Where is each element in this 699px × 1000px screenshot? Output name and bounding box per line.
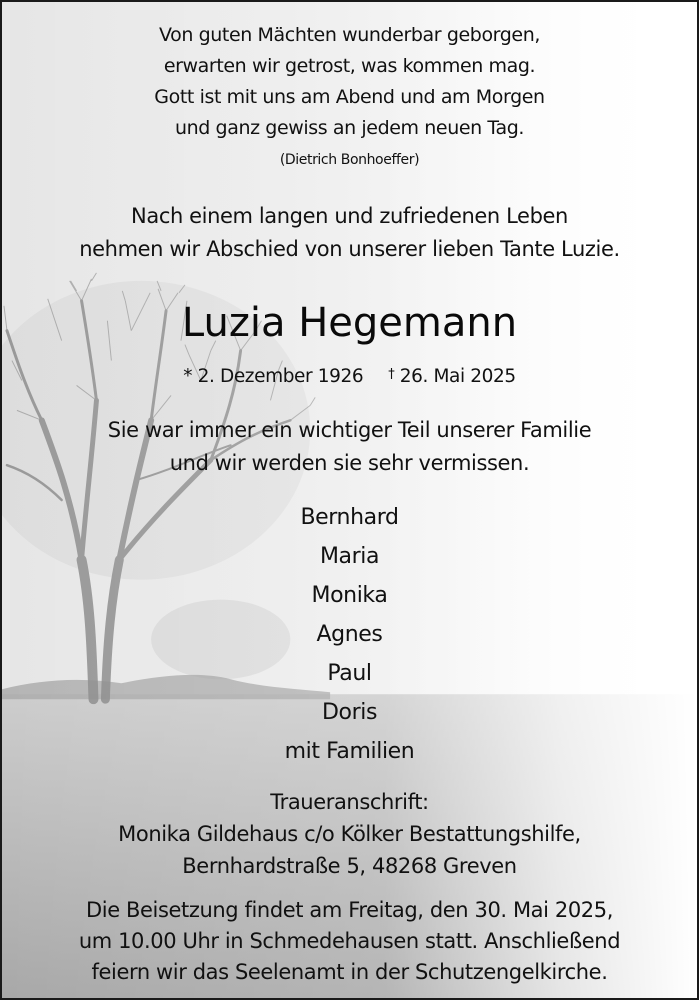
tribute-line: Sie war immer ein wichtiger Teil unserer Familie [107,418,592,442]
poem-line: Von guten Mächten wunderbar geborgen, [159,24,540,46]
mourner-name: Maria [319,544,380,569]
mourner-families: mit Familien [284,739,415,764]
obituary-content [2,2,697,998]
funeral-line: um 10.00 Uhr in Schmedehausen statt. Anschließend [78,929,621,953]
address-line: Monika Gildehaus c/o Kölker Bestattungshilfe, [118,822,581,846]
mourner-name: Doris [321,700,378,725]
poem-line: erwarten wir getrost, was kommen mag. [163,55,536,77]
poem-line: und ganz gewiss an jedem neuen Tag. [174,117,525,139]
birth-symbol: * [183,366,193,387]
address-label: Traueranschrift: [270,790,429,814]
mourner-name: Agnes [316,622,383,647]
mourner-name: Monika [311,583,388,608]
mourner-name: Paul [327,661,372,686]
death-date: 26. Mai 2025 [399,366,516,387]
funeral-line: Die Beisetzung findet am Freitag, den 30. Mai 2025, [86,898,613,922]
tribute-line: und wir werden sie sehr vermissen. [169,451,530,475]
intro-line: nehmen wir Abschied von unserer lieben Tante Luzie. [79,237,620,261]
birth-date: 2. Dezember 1926 [197,366,364,387]
deceased-name: Luzia Hegemann [181,300,518,346]
mourner-name: Bernhard [300,505,399,530]
life-dates [2,366,697,387]
address-line: Bernhardstraße 5, 48268 Greven [182,854,517,878]
poem-author: (Dietrich Bonhoeffer) [279,152,420,168]
poem-line: Gott ist mit uns am Abend und am Morgen [154,86,545,108]
intro-line: Nach einem langen und zufriedenen Leben [131,204,568,228]
funeral-line: feiern wir das Seelenamt in der Schutzengelkirche. [91,960,608,984]
death-cross-icon: † [388,367,395,382]
